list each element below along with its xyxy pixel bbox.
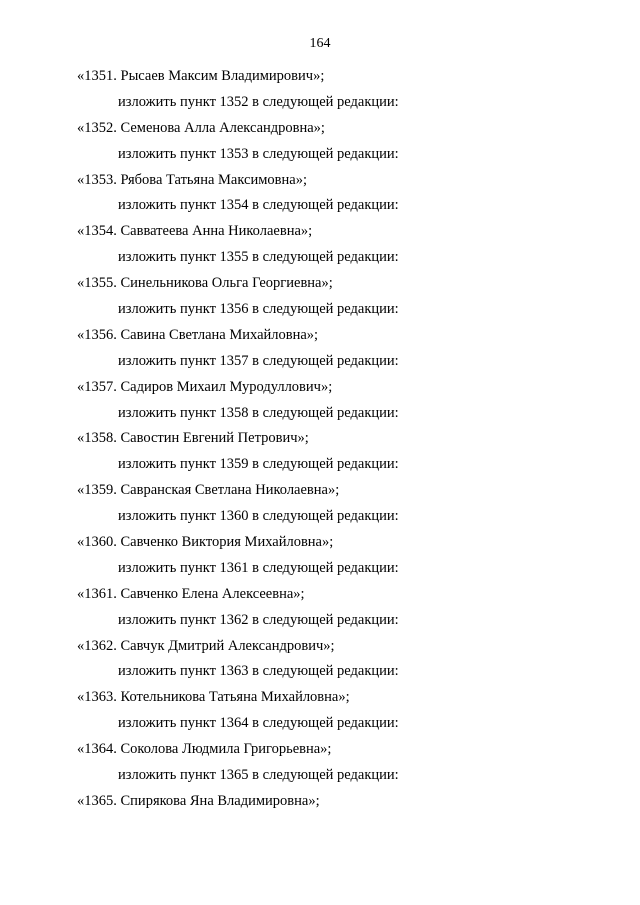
document-body — [0, 66, 640, 817]
list-item-entry: «1362. Савчук Дмитрий Александрович»; — [77, 637, 335, 654]
list-item-entry: «1364. Соколова Людмила Григорьевна»; — [77, 741, 332, 758]
list-item-instruction: изложить пункт 1353 в следующей редакции: — [118, 145, 399, 162]
list-item-entry: «1358. Савостин Евгений Петрович»; — [77, 430, 309, 447]
list-item-entry: «1351. Рысаев Максим Владимирович»; — [77, 68, 325, 84]
list-item-entry: «1359. Савранская Светлана Николаевна»; — [77, 482, 340, 499]
list-item-entry: «1355. Синельникова Ольга Георгиевна»; — [77, 275, 333, 292]
list-item-entry: «1352. Семенова Алла Александровна»; — [77, 119, 325, 136]
list-item-entry: «1354. Савватеева Анна Николаевна»; — [77, 223, 313, 240]
list-item-instruction: изложить пункт 1361 в следующей редакции: — [118, 559, 399, 576]
list-item-instruction: изложить пункт 1356 в следующей редакции: — [118, 301, 399, 318]
list-item-instruction: изложить пункт 1365 в следующей редакции: — [118, 767, 399, 784]
list-item-instruction: изложить пункт 1357 в следующей редакции: — [118, 352, 399, 369]
list-item-instruction: изложить пункт 1355 в следующей редакции: — [118, 249, 399, 266]
list-item-entry: «1361. Савченко Елена Алексеевна»; — [77, 585, 305, 602]
list-item-instruction: изложить пункт 1352 в следующей редакции: — [118, 93, 399, 110]
list-item-instruction: изложить пункт 1363 в следующей редакции: — [118, 663, 399, 680]
list-item-entry: «1365. Спирякова Яна Владимировна»; — [77, 792, 320, 809]
list-item-entry: «1356. Савина Светлана Михайловна»; — [77, 326, 319, 343]
list-item-entry: «1357. Садиров Михаил Муродуллович»; — [77, 378, 333, 395]
list-item-instruction: изложить пункт 1360 в следующей редакции: — [118, 508, 399, 525]
list-item-entry: «1363. Котельникова Татьяна Михайловна»; — [77, 689, 350, 706]
list-item-instruction: изложить пункт 1354 в следующей редакции: — [118, 197, 399, 214]
list-item-instruction: изложить пункт 1359 в следующей редакции: — [118, 456, 399, 473]
page-number: 164 — [309, 36, 331, 51]
list-item-instruction: изложить пункт 1358 в следующей редакции: — [118, 404, 399, 421]
list-item-instruction: изложить пункт 1364 в следующей редакции: — [118, 715, 399, 732]
list-item-entry: «1353. Рябова Татьяна Максимовна»; — [77, 171, 307, 188]
list-item-entry: «1360. Савченко Виктория Михайловна»; — [77, 534, 334, 551]
list-item-instruction: изложить пункт 1362 в следующей редакции: — [118, 611, 399, 628]
